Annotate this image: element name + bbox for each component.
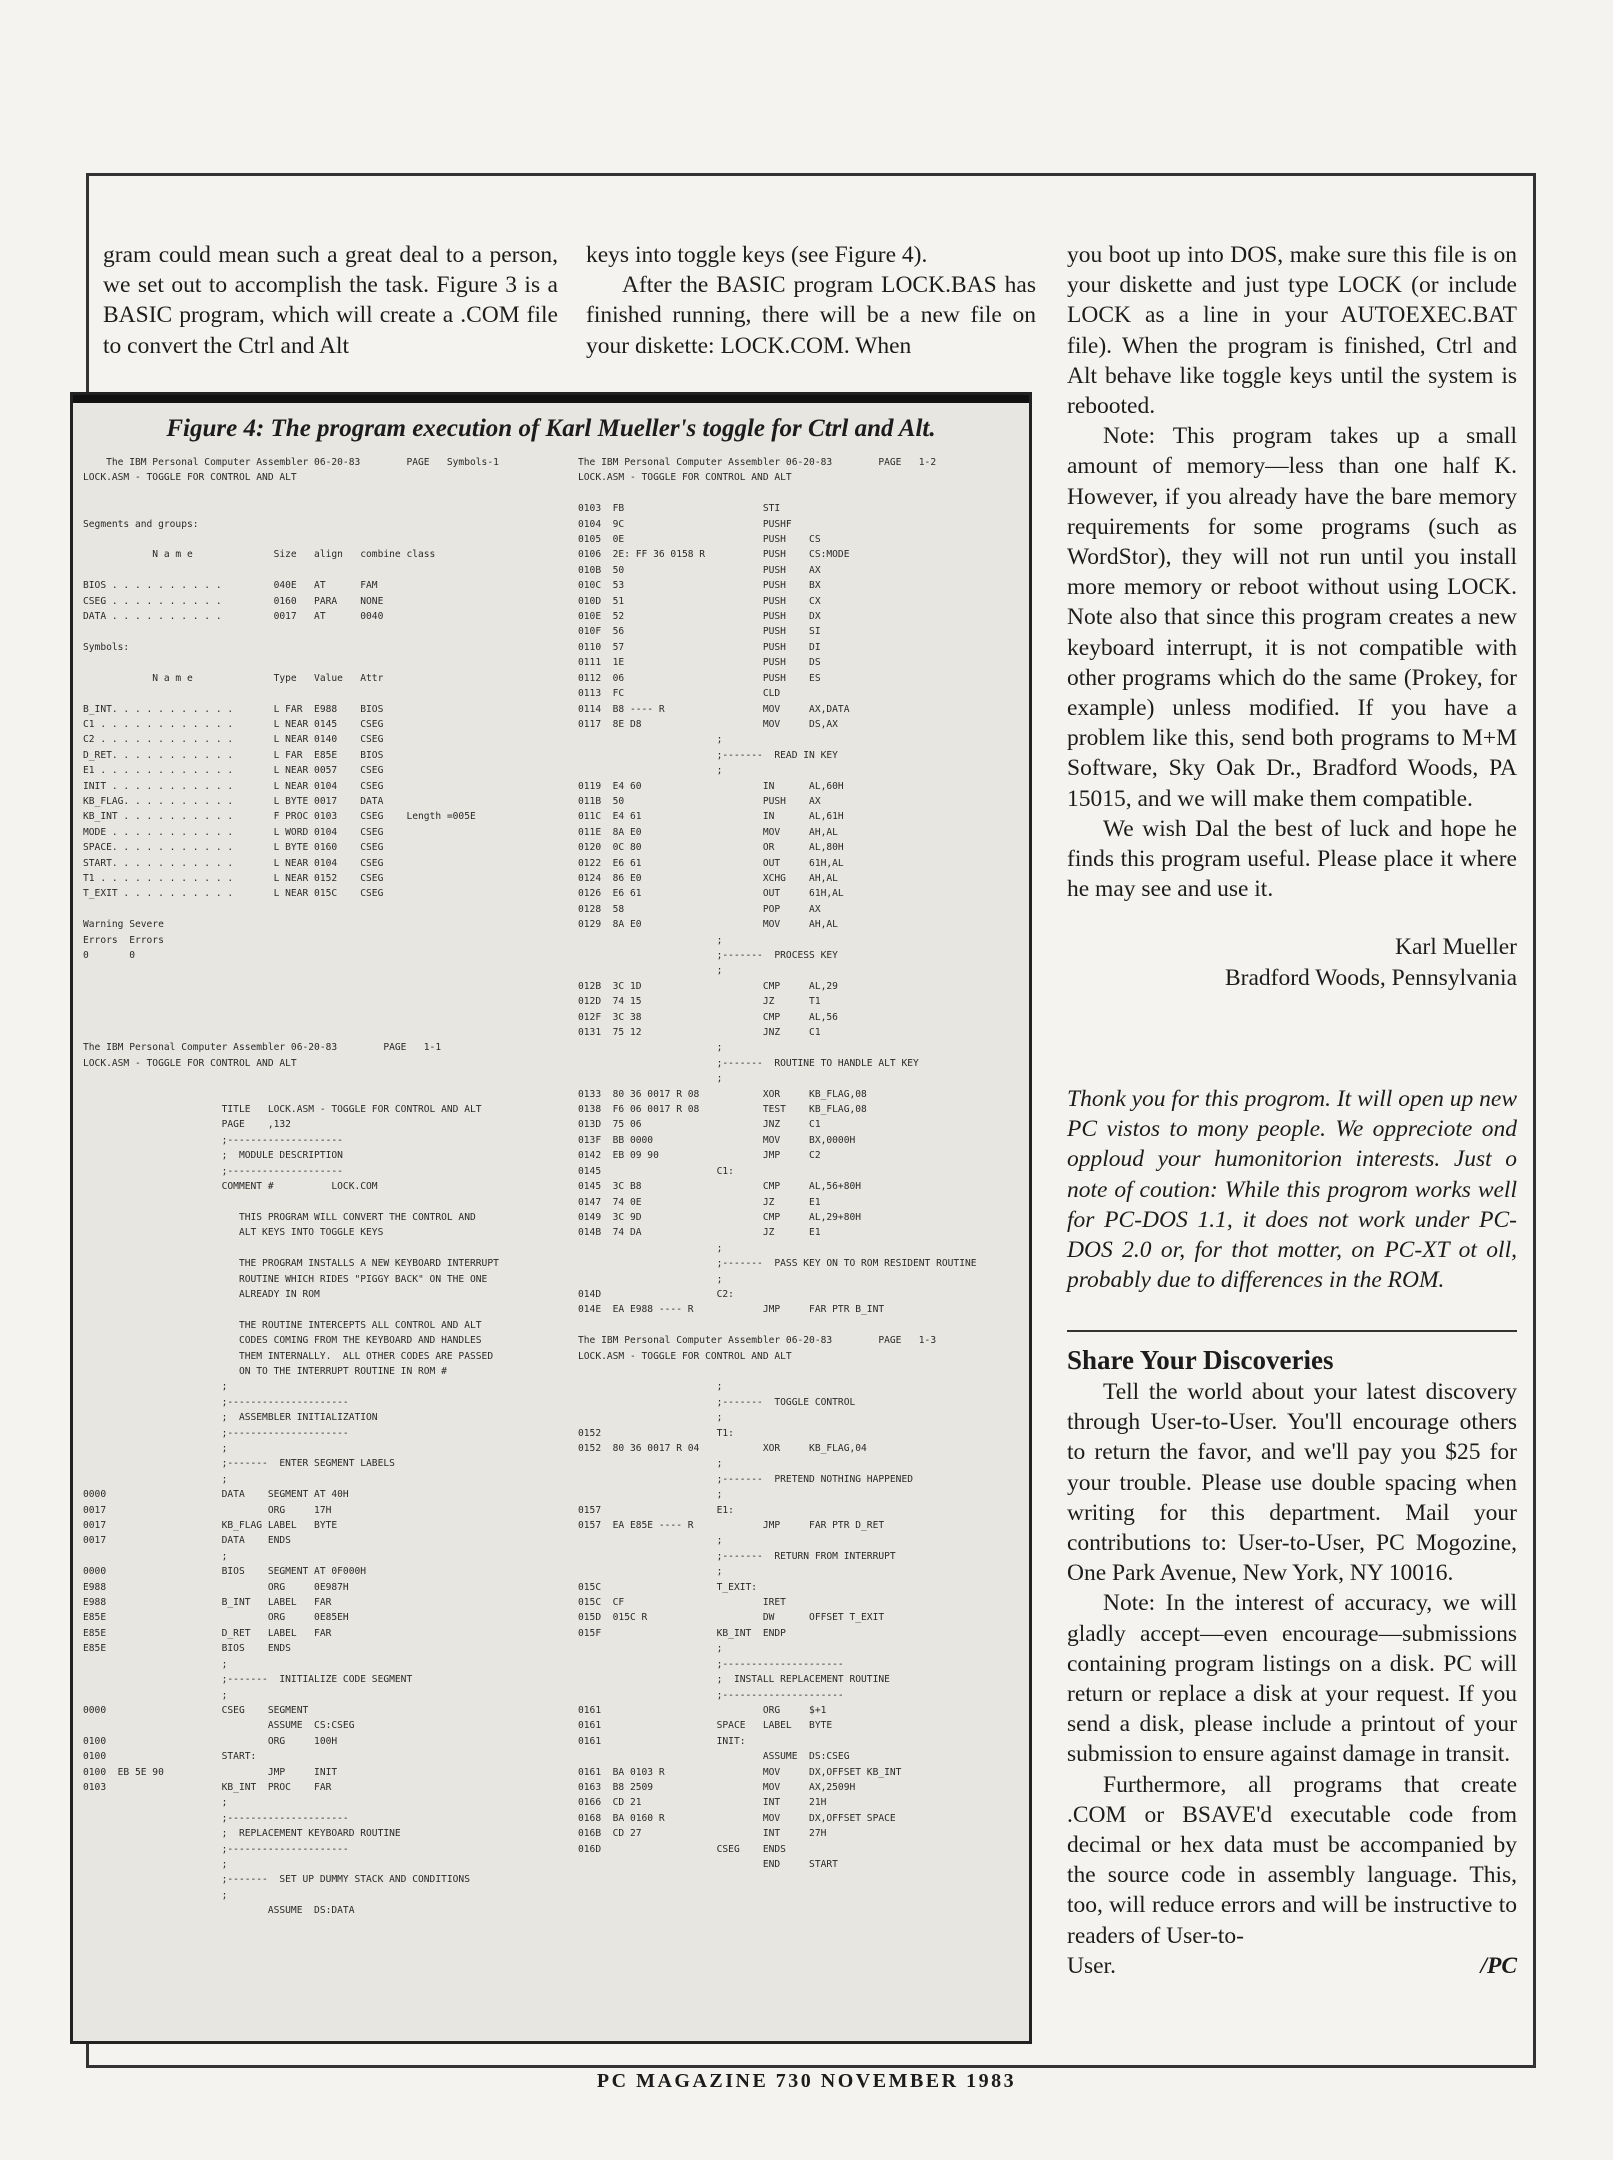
page-footer: PC MAGAZINE 730 NOVEMBER 1983 [596,2070,1017,2092]
share-paragraph-2: Note: In the interest of accuracy, we will gladly accept—even encourage—submissions containing program listings on a disk. PC will return or replace a disk at your request. If you send a disk, please include a printout of your submission to ensure against damage in transit. [1067,1590,1517,1768]
listing-right-column: The IBM Personal Computer Assembler 06-20-83 PAGE 1-2 LOCK.ASM - TOGGLE FOR CONTROL AND ALT 0103 FB STI 0104 9C PUSHF 0105 0E PUSH CS 0106 2E: FF 36 0158 R PUSH CS:MODE 010B 50 PUSH AX 010C 53 PUSH BX 010D 51 PUSH CX 010E 52 PUSH DX 010F 56 PUSH SI 0110 57 PUSH DI 0111 1E PUSH DS 0112 06 PUSH ES 0113 FC CLD 0114 B8 ---- R MOV AX,DATA 0117 8E D8 MOV DS,AX ; ;------- READ IN KEY ; 0119 E4 60 IN AL,60H 011B 50 PUSH AX 011C E4 61 IN AL,61H 011E 8A E0 MOV AH,AL 0120 0C 80 OR AL,80H 0122 E6 61 OUT 61H,AL 0124 86 E0 XCHG AH,AL 0126 E6 61 OUT 61H,AL 0128 58 POP AX 0129 8A E0 MOV AH,AL ; ;------- PROCESS KEY ; 012B 3C 1D CMP AL,29 012D 74 15 JZ T1 012F 3C 38 CMP AL,56 0131 75 12 JNZ C1 ; ;------- ROUTINE TO HANDLE ALT KEY ; 0133 80 36 0017 R 08 XOR KB_FLAG,08 0138 F6 06 0017 R 08 TEST KB_FLAG,08 013D 75 06 JNZ C1 013F BB 0000 MOV BX,0000H 0142 EB 09 90 JMP C2 0145 C1: 0145 3C B8 CMP AL,56+80H 0147 74 0E JZ E1 0149 3C 9D CMP AL,29+80H 014B 74 DA JZ E1 ; ;------- PASS KEY ON TO ROM RESIDENT ROUTINE ; 014D C2: 014E EA E988 ---- R JMP FAR PTR B_INT The IBM Personal Computer Assembler 06-20-83 PAGE 1-3 LOCK.ASM - TOGGLE FOR CONTROL AND ALT ; ;------- TOGGLE CONTROL ; 0152 T1: 0152 80 36 0017 R 04 XOR KB_FLAG,04 ; ;------- PRETEND NOTHING HAPPENED ; 0157 E1: 0157 EA E85E ---- R JMP FAR PTR D_RET ; ;------- RETURN FROM INTERRUPT ; 015C T_EXIT: 015C CF IRET 015D 015C R DW OFFSET T_EXIT 015F KB_INT ENDP ; ;--------------------- ; INSTALL REPLACEMENT ROUTINE ;--------------------- 0161 ORG $+1 0161 SPACE LABEL BYTE 0161 INIT: ASSUME DS:CSEG 0161 BA 0103 R MOV DX,OFFSET KB_INT 0163 B8 2509 MOV AX,2509H 0166 CD 21 INT 21H 0168 BA 0160 R MOV DX,OFFSET SPACE 016B CD 27 INT 27H 016D CSEG ENDS END START [578,457,977,1870]
figure-title: Figure 4: The program execution of Karl Mueller's toggle for Ctrl and Alt. [166,415,936,442]
listing-left-column: The IBM Personal Computer Assembler 06-20-83 PAGE Symbols-1 LOCK.ASM - TOGGLE FOR CONTROL AND ALT Segments and groups: N a m e Size align combine class BIOS . . . . . . . . . . 040E AT FAM CSEG . . . . . . . . . . 0160 PARA NONE DATA . . . . . . . . . . 0017 AT 0040 Symbols: N a m e Type Value Attr B_INT. . . . . . . . . . . L FAR E988 BIOS C1 . . . . . . . . . . . . L NEAR 0145 CSEG C2 . . . . . . . . . . . . L NEAR 0140 CSEG D_RET. . . . . . . . . . . L FAR E85E BIOS E1 . . . . . . . . . . . . L NEAR 0057 CSEG INIT . . . . . . . . . . . L NEAR 0104 CSEG KB_FLAG. . . . . . . . . . L BYTE 0017 DATA KB_INT . . . . . . . . . . F PROC 0103 CSEG Length =005E MODE . . . . . . . . . . . L WORD 0104 CSEG SPACE. . . . . . . . . . . L BYTE 0160 CSEG START. . . . . . . . . . . L NEAR 0104 CSEG T1 . . . . . . . . . . . . L NEAR 0152 CSEG T_EXIT . . . . . . . . . . L NEAR 015C CSEG Warning Severe Errors Errors 0 0 The IBM Personal Computer Assembler 06-20-83 PAGE 1-1 LOCK.ASM - TOGGLE FOR CONTROL AND ALT TITLE LOCK.ASM - TOGGLE FOR CONTROL AND ALT PAGE ,132 ;-------------------- ; MODULE DESCRIPTION ;-------------------- COMMENT # LOCK.COM THIS PROGRAM WILL CONVERT THE CONTROL AND ALT KEYS INTO TOGGLE KEYS THE PROGRAM INSTALLS A NEW KEYBOARD INTERRUPT ROUTINE WHICH RIDES "PIGGY BACK" ON THE ONE ALREADY IN ROM THE ROUTINE INTERCEPTS ALL CONTROL AND ALT CODES COMING FROM THE KEYBOARD AND HANDLES THEM INTERNALLY. ALL OTHER CODES ARE PASSED ON TO THE INTERRUPT ROUTINE IN ROM # ; ;--------------------- ; ASSEMBLER INITIALIZATION ;--------------------- ; ;------- ENTER SEGMENT LABELS ; 0000 DATA SEGMENT AT 40H 0017 ORG 17H 0017 KB_FLAG LABEL BYTE 0017 DATA ENDS ; 0000 BIOS SEGMENT AT 0F000H E988 ORG 0E987H E988 B_INT LABEL FAR E85E ORG 0E85EH E85E D_RET LABEL FAR E85E BIOS ENDS ; ;------- INITIALIZE CODE SEGMENT ; 0000 CSEG SEGMENT ASSUME CS:CSEG 0100 ORG 100H 0100 START: 0100 EB 5E 90 JMP INIT 0103 KB_INT PROC FAR ; ;--------------------- ; REPLACEMENT KEYBOARD ROUTINE ;--------------------- ; ;------- SET UP DUMMY STACK AND CONDITIONS ; ASSUME DS:DATA [83,457,499,1917]
column-3-paragraph-3: We wish Dal the best of luck and hope he finds this program useful. Please place it where he may see and use it. [1067,815,1517,903]
figure-4-listing [70,392,1032,2044]
section-heading: Share Your Discoveries [1067,1345,1334,1375]
column-3-paragraph-1: you boot up into DOS, make sure this file is on your diskette and just type LOCK (or include LOCK as a line in your AUTOEXEC.BAT file). When the program is finished, Ctrl and Alt behave like toggle keys until the system is rebooted. [1067,242,1517,420]
share-paragraph-1: Tell the world about your latest discovery through User-to-User. You'll encourage others to return the favor, and we'll pay you $25 for your trouble. Please use double spacing when writing for this department. Mail your contributions to: User-to-User, PC Mogozine, One Park Avenue, New York, NY 10016. [1067,1379,1517,1587]
share-paragraph-3: Furthermore, all programs that create .COM or BSAVE'd executable code from decimal or hex data must be accompanied by the source code in assembly language. This, too, will reduce errors and will be instructive to readers of User-to- [1067,1771,1517,1949]
editor-note-text: Thonk you for this progrom. It will open up new PC vistos to mony people. We oppreciote ond opploud your humonitorion interests. Just o note of coution: While this progrom works well for PC-DOS 1.1, it does not work under PC-DOS 2.0 or, for thot motter, on PC-XT ot oll, probably due to differences in the ROM. [1067,1086,1517,1294]
column-2-paragraph-2: After the BASIC program LOCK.BAS has finished running, there will be a new file on your diskette: LOCK.COM. When [586,272,1036,359]
column-3-paragraph-2: Note: This program takes up a small amount of memory—less than one half K. However, if you already have the bare memory requirements for some programs (such as WordStor), they will not run until you install more memory or reboot without using LOCK. Note also that since this program creates a new keyboard interrupt, it is not compatible with other programs which do the same (Prokey, for example) unless modified. If you have a problem like this, send both programs to M+M Software, Sky Oak Dr., Bradford Woods, PA 15015, and we will make them compatible. [1067,423,1517,812]
share-closing-line [1067,1951,1517,1981]
signature-name: Karl Mueller [1394,934,1517,961]
section-divider [1067,1330,1517,1332]
pc-sign-off: /PC [1480,1952,1517,1979]
column-1-text [103,240,558,361]
column-1-paragraph: gram could mean such a great deal to a person, we set out to accomplish the task. Figure 3 is a BASIC program, which will create a .COM file to convert the Ctrl and Alt [103,242,558,359]
column-2-text [586,240,1036,361]
figure-top-bar [73,395,1029,403]
column-2-paragraph-1: keys into toggle keys (see Figure 4). [586,242,928,268]
share-section [1067,1343,1517,1981]
closing-word: User. [1067,1952,1116,1979]
editor-note [1067,1084,1517,1295]
signature-place: Bradford Woods, Pennsylvania [1224,964,1517,991]
column-3-text [1067,240,1517,993]
